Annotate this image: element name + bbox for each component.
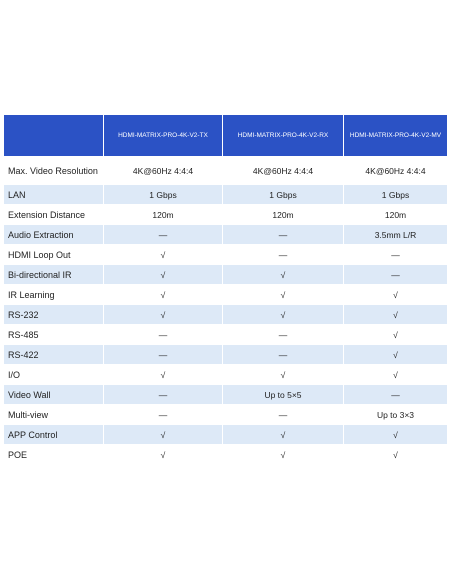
row-feature: RS-485: [4, 325, 104, 345]
row-rx: √: [223, 425, 344, 445]
row-feature: Extension Distance: [4, 205, 104, 225]
table-row: [4, 285, 447, 305]
row-feature: RS-422: [4, 345, 104, 365]
row-tx: √: [104, 245, 223, 265]
row-feature: LAN: [4, 185, 104, 205]
row-feature: Multi-view: [4, 405, 104, 425]
row-mv: √: [344, 425, 447, 445]
row-mv: 4K@60Hz 4:4:4: [344, 157, 447, 185]
row-tx: √: [104, 365, 223, 385]
row-rx: √: [223, 305, 344, 325]
row-mv: —: [344, 265, 447, 285]
header-tx: HDMI-MATRIX-PRO-4K-V2-TX: [104, 115, 223, 157]
table-row: [4, 205, 447, 225]
table-row: [4, 365, 447, 385]
row-mv: 1 Gbps: [344, 185, 447, 205]
row-feature: IR Learning: [4, 285, 104, 305]
table-row: [4, 405, 447, 425]
row-feature: I/O: [4, 365, 104, 385]
table-row: [4, 157, 447, 185]
row-tx: —: [104, 345, 223, 365]
row-rx: —: [223, 345, 344, 365]
row-mv: √: [344, 305, 447, 325]
row-tx: √: [104, 265, 223, 285]
row-feature: HDMI Loop Out: [4, 245, 104, 265]
table-row: [4, 245, 447, 265]
table-row: [4, 185, 447, 205]
row-mv: 120m: [344, 205, 447, 225]
row-mv: 3.5mm L/R: [344, 225, 447, 245]
table-row: [4, 325, 447, 345]
table-row: [4, 265, 447, 285]
row-rx: 4K@60Hz 4:4:4: [223, 157, 344, 185]
row-mv: Up to 3×3: [344, 405, 447, 425]
header-rx: HDMI-MATRIX-PRO-4K-V2-RX: [223, 115, 344, 157]
row-tx: √: [104, 445, 223, 465]
row-rx: √: [223, 285, 344, 305]
table-row: [4, 445, 447, 465]
row-feature: Video Wall: [4, 385, 104, 405]
row-mv: √: [344, 285, 447, 305]
row-tx: 120m: [104, 205, 223, 225]
table-row: [4, 385, 447, 405]
row-rx: Up to 5×5: [223, 385, 344, 405]
row-feature: APP Control: [4, 425, 104, 445]
header-mv: HDMI-MATRIX-PRO-4K-V2-MV: [344, 115, 447, 157]
comparison-table: [4, 115, 447, 465]
row-feature: POE: [4, 445, 104, 465]
header-row: [4, 115, 447, 157]
row-rx: √: [223, 365, 344, 385]
row-mv: —: [344, 245, 447, 265]
row-feature: Max. Video Resolution: [4, 157, 104, 185]
row-rx: —: [223, 225, 344, 245]
row-mv: √: [344, 365, 447, 385]
row-rx: 1 Gbps: [223, 185, 344, 205]
row-mv: √: [344, 345, 447, 365]
header-feature: [4, 115, 104, 157]
row-tx: —: [104, 325, 223, 345]
table-row: [4, 345, 447, 365]
row-mv: —: [344, 385, 447, 405]
row-tx: √: [104, 285, 223, 305]
row-tx: —: [104, 385, 223, 405]
row-tx: √: [104, 425, 223, 445]
row-rx: √: [223, 445, 344, 465]
row-tx: 1 Gbps: [104, 185, 223, 205]
row-rx: √: [223, 265, 344, 285]
row-mv: √: [344, 445, 447, 465]
table-row: [4, 225, 447, 245]
row-rx: 120m: [223, 205, 344, 225]
row-tx: —: [104, 225, 223, 245]
row-rx: —: [223, 405, 344, 425]
row-tx: √: [104, 305, 223, 325]
row-rx: —: [223, 325, 344, 345]
row-feature: Bi-directional IR: [4, 265, 104, 285]
row-rx: —: [223, 245, 344, 265]
table-row: [4, 305, 447, 325]
row-tx: —: [104, 405, 223, 425]
row-feature: Audio Extraction: [4, 225, 104, 245]
table-row: [4, 425, 447, 445]
row-feature: RS-232: [4, 305, 104, 325]
row-tx: 4K@60Hz 4:4:4: [104, 157, 223, 185]
row-mv: √: [344, 325, 447, 345]
